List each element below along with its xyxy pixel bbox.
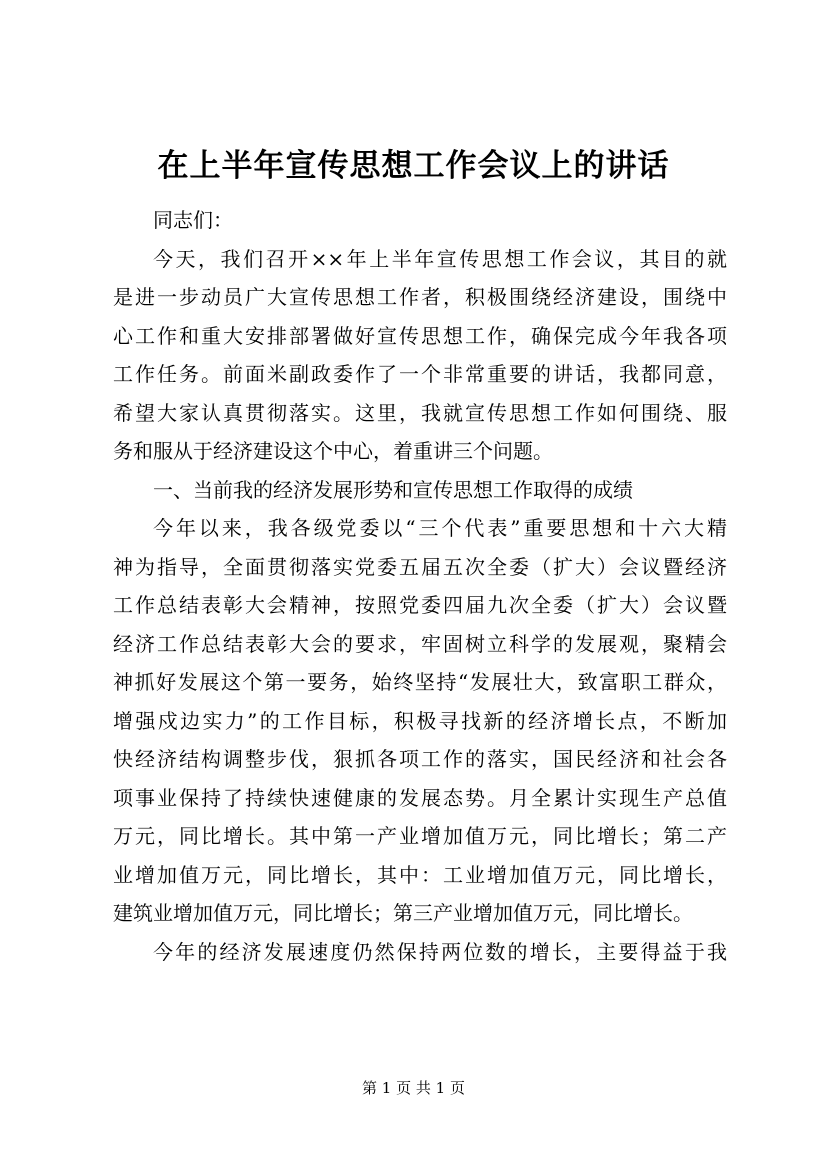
text-line: 工作总结表彰大会精神，按照党委四届九次全委（扩大）会议暨 [113,593,727,617]
text-line: 心工作和重大安排部署做好宣传思想工作，确保完成今年我各项 [113,323,727,348]
text-line: 业增加值万元，同比增长，其中：工业增加值万元，同比增长， [113,862,727,887]
text-line: 同志们： [153,208,233,232]
text-line: 项事业保持了持续快速健康的发展态势。月全累计实现生产总值 [113,785,727,810]
document-title: 在上半年宣传思想工作会议上的讲话 [157,148,670,184]
text-line: 是进一步动员广大宣传思想工作者，积极围绕经济建设，围绕中 [113,285,727,309]
text-line: 增强戍边实力”的工作目标，积极寻找新的经济增长点，不断加 [113,708,727,733]
text-line: 神抓好发展这个第一要务，始终坚持“发展壮大，致富职工群众， [113,670,727,694]
text-line: 工作任务。前面米副政委作了一个非常重要的讲话，我都同意， [113,362,727,386]
document-body [113,201,727,971]
text-line: 建筑业增加值万元，同比增长；第三产业增加值万元，同比增长。 [113,901,693,925]
text-line: 万元，同比增长。其中第一产业增加值万元，同比增长；第二产 [113,824,727,848]
text-line: 今年以来，我各级党委以“三个代表”重要思想和十六大精 [153,516,727,540]
text-line: 经济工作总结表彰大会的要求，牢固树立科学的发展观，聚精会 [113,631,727,656]
page-footer: 第 1 页 共 1 页 [362,1079,465,1097]
text-line: 今天，我们召开××年上半年宣传思想工作会议，其目的就 [153,246,727,271]
text-line: 神为指导，全面贯彻落实党委五届五次全委（扩大）会议暨经济 [113,554,727,579]
text-line: 今年的经济发展速度仍然保持两位数的增长，主要得益于我 [153,939,727,964]
text-line: 希望大家认真贯彻落实。这里，我就宣传思想工作如何围绕、服 [113,400,727,425]
text-line: 一、当前我的经济发展形势和宣传思想工作取得的成绩 [153,477,633,502]
text-line: 务和服从于经济建设这个中心，着重讲三个问题。 [113,439,553,463]
text-line: 快经济结构调整步伐，狠抓各项工作的落实，国民经济和社会各 [113,747,727,771]
